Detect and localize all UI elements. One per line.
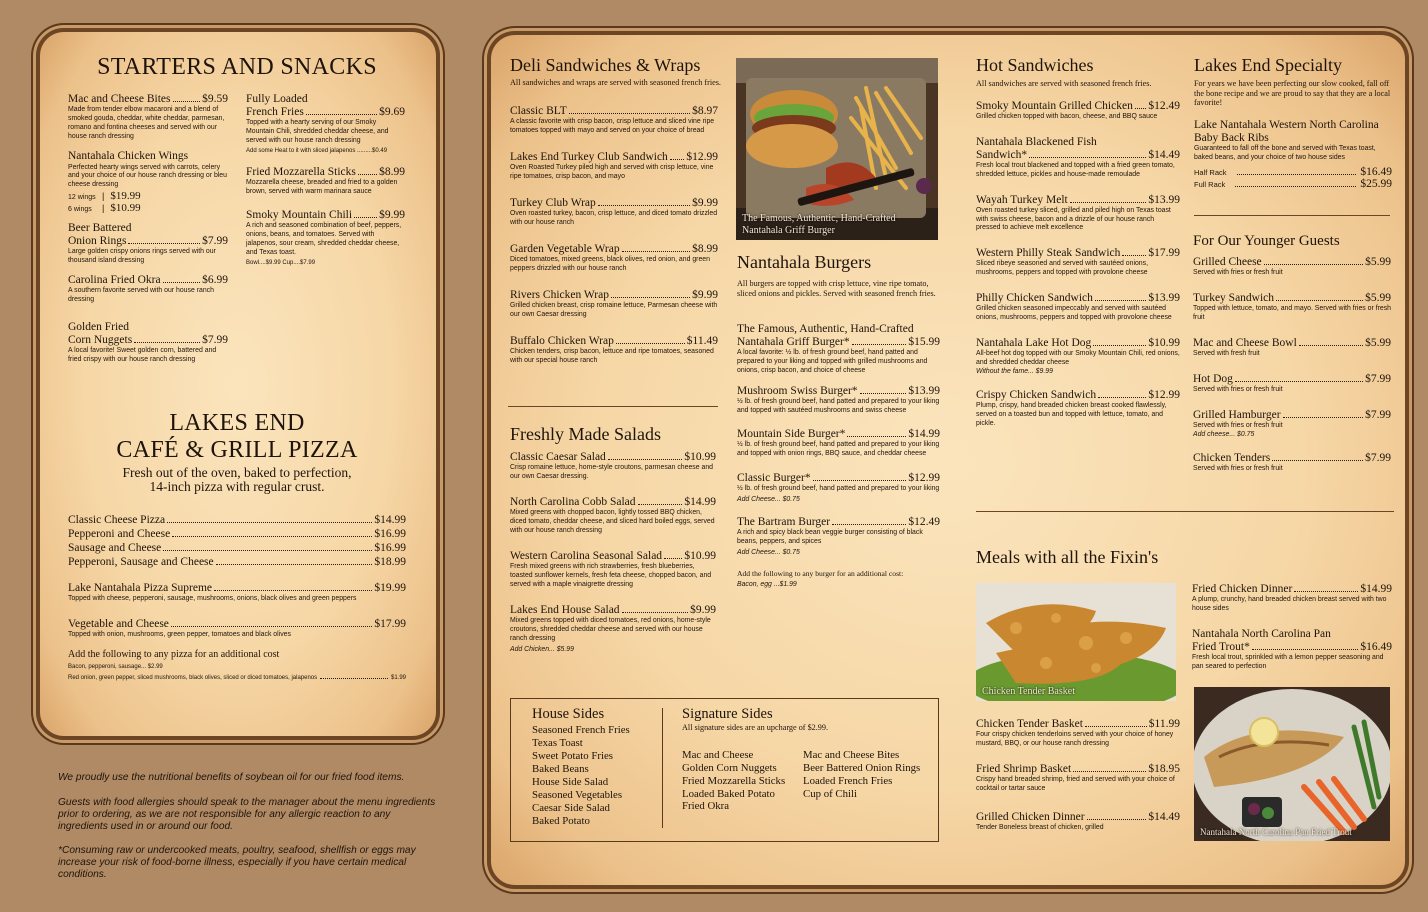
starters-col2 [246, 93, 405, 268]
list-item: Cup of Chili [803, 787, 857, 800]
menu-item: Lake Nantahala Pizza Supreme $19.99 Topped with cheese, pepperoni, sausage, mushrooms, onions, black olives and green peppers [68, 582, 406, 602]
house-sides-title: House Sides [532, 706, 605, 722]
menu-item: Chicken Tenders $7.99 Served with fries or fresh fruit [1193, 451, 1391, 472]
hot-list [976, 100, 1180, 429]
consumer-advisory: *Consuming raw or undercooked meats, poultry, seafood, shellfish or eggs may increase your risk of food-borne illness, especially if you have certain medical conditions. [58, 845, 416, 881]
menu-item: North Carolina Cobb Salad $14.99 Mixed greens with chopped bacon, lightly tossed BBQ chicken, diced tomato, cheddar cheese, and sliced hard boiled eggs, served with our house ranch dressing [510, 495, 716, 534]
pizza-addon-title: Add the following to any pizza for an additional cost [68, 648, 280, 660]
menu-item: Mountain Side Burger* $14.99 ½ lb. of fresh ground beef, hand patted and prepared to your liking and topped with onion rings, BBQ sauce, and cheddar cheese [737, 428, 940, 458]
list-item: Mac and Cheese Bites [803, 748, 900, 761]
menu-item: Classic Cheese Pizza $14.99 [68, 514, 406, 526]
deli-intro: All sandwiches and wraps are served with seasoned french fries. [510, 78, 721, 87]
menu-item: Sausage and Cheese $16.99 [68, 542, 406, 554]
menu-item: Fully Loaded French Fries $9.69 Topped with a hearty serving of our Smoky Mountain Chili, shredded cheddar cheese, and served with our house ranch dressing Add some Heat to it with sliced jalapenos .........$0.49 [246, 93, 405, 154]
meals-left-list [976, 718, 1180, 833]
list-item: Fried Okra [682, 800, 730, 813]
specialty-title: Lakes End Specialty [1194, 55, 1342, 75]
pizza-subtitle: Fresh out of the oven, baked to perfection, 14-inch pizza with regular crust. [122, 465, 352, 495]
full-rack: Full Rack $25.99 [1194, 178, 1392, 191]
menu-item: Smoky Mountain Chili $9.99 A rich and seasoned combination of beef, peppers, onions, beans, and tomatoes. Served with jalapenos, sour cream, shredded cheddar cheese, and Texas toast. Bowl....$9.99 Cup....$7.99 [246, 209, 405, 267]
menu-item: Hot Dog $7.99 Served with fries or fresh fruit [1193, 372, 1391, 393]
burgers-title: Nantahala Burgers [737, 252, 872, 272]
menu-item: Turkey Sandwich $5.99 Topped with lettuce, tomato, and mayo. Served with fries or fresh fruit [1193, 291, 1392, 321]
menu-item: The Bartram Burger $12.49 A rich and spicy black bean veggie burger consisting of black beans, peppers, and spices Add Cheese... $0.75 [737, 516, 940, 557]
soybean-note: We proudly use the nutritional benefits of soybean oil for our fried food items. [58, 772, 405, 783]
hot-title: Hot Sandwiches [976, 55, 1094, 75]
burger-addon-title: Add the following to any burger for an additional cost: [737, 569, 904, 579]
burger-photo [736, 58, 938, 240]
pizza-addon-meats: Bacon, pepperoni, sausage... $2.99 [68, 663, 163, 670]
menu-item: Carolina Fried Okra $6.99 A southern favorite served with our house ranch dressing [68, 274, 228, 303]
burger-addon: Bacon, egg ...$1.99 [737, 581, 797, 589]
signature-sides-intro: All signature sides are an upcharge of $2.99. [682, 723, 829, 732]
menu-item: Crispy Chicken Sandwich $12.99 Plump, crispy, hand breaded chicken breast cooked flawlessly, served on a toasted bun and topped with lettuce, tomato, and pickle. [976, 389, 1180, 428]
specialty-intro: For years we have been perfecting our slow cooked, fall off the bone recipe and we are proud to say that they are a local favorite! [1194, 79, 1391, 108]
menu-item: Mushroom Swiss Burger* $13.99 ½ lb. of fresh ground beef, hand patted and prepared to your liking and topped with sautéed mushrooms and swiss cheese [737, 384, 940, 414]
salads-title: Freshly Made Salads [510, 424, 661, 444]
menu-item: The Famous, Authentic, Hand-Crafted Nantahala Griff Burger* $15.99 A local favorite: ½ lb. of fresh ground beef, hand patted and prepared to your liking and topped with grilled mushrooms and onions, crisp bacon, and choice of cheese [737, 323, 940, 374]
meals-title: Meals with all the Fixin's [976, 547, 1159, 567]
list-item: Baked Beans [532, 762, 589, 775]
menu-item: Chicken Tender Basket $11.99 Four crispy chicken tenderloins served with your choice of honey mustard, BBQ, or our house ranch dressing [976, 718, 1180, 747]
list-item: Loaded French Fries [803, 774, 893, 787]
pizza-addon-veg: Red onion, green pepper, sliced mushrooms, black olives, sliced or diced tomatoes, jalapenos $1.99 [68, 674, 406, 681]
menu-item: Pepperoni, Sausage and Cheese $18.99 [68, 556, 406, 568]
ribs-item: Lake Nantahala Western North Carolina Baby Back Ribs Guaranteed to fall off the bone and served with Texas toast, baked beans, and your choice of two house sides Half Rack $16.49 Full Rack $25.99 [1194, 119, 1392, 191]
menu-item: Classic Burger* $12.99 ½ lb. of fresh ground beef, hand patted and prepared to your liking Add Cheese... $0.75 [737, 472, 940, 504]
menu-item: Fried Shrimp Basket $18.95 Crispy hand breaded shrimp, fried and served with your choice of cocktail or tartar sauce [976, 762, 1180, 792]
list-item: Mac and Cheese [682, 748, 754, 761]
pizza-title: LAKES END CAFÉ & GRILL PIZZA [116, 410, 358, 463]
burgers-list [737, 323, 940, 588]
divider [976, 511, 1394, 512]
burgers-intro: All burgers are topped with crisp lettuce, vine ripe tomato, sliced onions and pickles. Served with seasoned french fries. [737, 279, 936, 298]
menu-item: Nantahala Chicken Wings Perfected hearty wings served with carrots, celery and your choice of our house ranch dressing or bleu cheese dressing 12 wings | $19.99 6 wings | $10.99 [68, 149, 227, 215]
chicken-tender-image [976, 583, 1176, 701]
younger-title: For Our Younger Guests [1193, 233, 1340, 249]
list-item: Texas Toast [532, 736, 583, 749]
menu-item: Wayah Turkey Melt $13.99 Oven roasted turkey sliced, grilled and piled high on Texas toast with swiss cheese, bacon and a drizzle of our house ranch pressed to achieve melt excellence [976, 193, 1180, 232]
menu-item: Classic BLT $8.97 A classic favorite with crisp bacon, crisp lettuce and sliced vine ripe tomatoes topped with mayo and served on your choice of bread [510, 105, 718, 134]
menu-item: Garden Vegetable Wrap $8.99 Diced tomatoes, mixed greens, black olives, red onion, and green peppers drizzled with our house ranch [510, 242, 718, 272]
divider [1194, 215, 1390, 216]
menu-item: Fried Chicken Dinner $14.99 A plump, crunchy, hand breaded chicken breast served with two house sides [1192, 583, 1392, 612]
divider [508, 406, 718, 407]
menu-item: Golden Fried Corn Nuggets $7.99 A local favorite! Sweet golden corn, battered and fried crispy with our house ranch dressing [68, 320, 228, 363]
menu-item: Grilled Hamburger $7.99 Served with fries or fresh fruit Add cheese... $0.75 [1193, 408, 1391, 438]
list-item: Loaded Baked Potato [682, 787, 775, 800]
starters-col1 [68, 93, 228, 365]
meals-right-list [1192, 583, 1392, 672]
trout-image [1194, 687, 1390, 841]
half-rack: Half Rack $16.49 [1194, 166, 1392, 179]
menu-item: Rivers Chicken Wrap $9.99 Grilled chicken breast, crisp romaine lettuce, Parmesan cheese with our own Caesar dressing [510, 288, 718, 318]
menu-item: Lakes End House Salad $9.99 Mixed greens topped with diced tomatoes, red onions, home-style croutons, shredded cheddar cheese and served with our house ranch dressing Add Chicken... $5.99 [510, 603, 716, 653]
menu-item: Classic Caesar Salad $10.99 Crisp romaine lettuce, home-style croutons, parmesan cheese and our own Caesar dressing. [510, 451, 716, 480]
menu-item: Buffalo Chicken Wrap $11.49 Chicken tenders, crisp bacon, lettuce and ripe tomatoes, seasoned with our special house ranch [510, 334, 718, 364]
menu-item: Mac and Cheese Bites $9.59 Made from tender elbow macaroni and a blend of smoked gouda, cheddar, white cheddar, parmesan, romano and fontina cheeses and served with our house ranch dressing [68, 93, 228, 140]
younger-list [1193, 256, 1391, 474]
hot-intro: All sandwiches are served with seasoned french fries. [976, 79, 1152, 88]
list-item: Fried Mozzarella Sticks [682, 774, 786, 787]
menu-item: Nantahala North Carolina Pan Fried Trout* $16.49 Fresh local trout, sprinkled with a lemon pepper seasoning and pan seared to perfection [1192, 627, 1392, 670]
list-item: Sweet Potato Fries [532, 749, 613, 762]
salads-list [510, 451, 716, 653]
chicken-tender-photo [976, 583, 1176, 701]
menu-item: Vegetable and Cheese $17.99 Topped with onion, mushrooms, green pepper, tomatoes and black olives [68, 617, 406, 638]
allergy-note: Guests with food allergies should speak to the manager about the menu ingredients prior to ordering, as we are not responsible for any allergic reaction to any ingredients used in or around our food. [58, 797, 436, 833]
menu-item: Mac and Cheese Bowl $5.99 Served with fresh fruit [1193, 336, 1391, 357]
burger-photo-caption: The Famous, Authentic, Hand-Crafted Nantahala Griff Burger [742, 213, 896, 236]
menu-item: Beer Battered Onion Rings $7.99 Large golden crispy onions rings served with our thousand island dressing [68, 222, 228, 265]
list-item: House Side Salad [532, 775, 609, 788]
menu-item: Western Philly Steak Sandwich $17.99 Sliced ribeye seasoned and served with sautéed onions, mushrooms, peppers and topped with provolone cheese [976, 247, 1180, 277]
house-sides [532, 706, 630, 828]
signature-sides-title: Signature Sides [682, 706, 773, 722]
list-item: Caesar Side Salad [532, 801, 610, 814]
list-item: Seasoned French Fries [532, 724, 630, 736]
menu-item: Pepperoni and Cheese $16.99 [68, 528, 406, 540]
menu-item: Grilled Chicken Dinner $14.49 Tender Boneless breast of chicken, grilled [976, 810, 1180, 831]
list-item: Seasoned Vegetables [532, 788, 623, 801]
list-item: Baked Potato [532, 814, 590, 827]
menu-item: Western Carolina Seasonal Salad $10.99 Fresh mixed greens with rich strawberries, fresh blueberries, toasted sunflower kernels, fresh feta cheese, chopped bacon, and served with a maple vinaigrette dressing [510, 549, 716, 588]
menu-item: Turkey Club Wrap $9.99 Oven roasted turkey, bacon, crisp lettuce, and diced tomato drizzled with our house ranch [510, 196, 718, 226]
pizza-list [68, 514, 406, 681]
menu-item: Nantahala Lake Hot Dog $10.99 All-beef hot dog topped with our Smoky Mountain Chili, red onions, and shredded cheddar cheese Without the fame... $9.99 [976, 337, 1180, 376]
starters-title: STARTERS AND SNACKS [97, 54, 377, 80]
menu-item: Fried Mozzarella Sticks $8.99 Mozzarella cheese, breaded and fried to a golden brown, served with warm marinara sauce [246, 166, 405, 196]
trout-photo [1194, 687, 1390, 841]
deli-title: Deli Sandwiches & Wraps [510, 55, 701, 75]
menu-item: Nantahala Blackened Fish Sandwich* $14.49 Fresh local trout blackened and topped with a fried green tomato, shredded lettuce, pickles and house-made remoulade [976, 135, 1180, 178]
trout-caption: Nantahala North Carolina Pan Fried Trout [1200, 827, 1352, 837]
chicken-tender-caption: Chicken Tender Basket [982, 686, 1075, 697]
deli-list [510, 105, 718, 366]
menu-item: Lakes End Turkey Club Sandwich $12.99 Oven Roasted Turkey piled high and served with crisp lettuce, vine ripe tomatoes, crisp bacon, and mayo [510, 150, 718, 180]
list-item: Beer Battered Onion Rings [803, 761, 921, 774]
list-item: Golden Corn Nuggets [682, 761, 777, 774]
menu-item: Philly Chicken Sandwich $13.99 Grilled chicken seasoned impeccably and served with sautéed onions, mushrooms, peppers and topped with provolone cheese [976, 292, 1180, 322]
sides-divider [662, 708, 663, 828]
signature-sides [682, 706, 932, 813]
menu-item: Grilled Cheese $5.99 Served with fries or fresh fruit [1193, 256, 1391, 276]
menu-item: Smoky Mountain Grilled Chicken $12.49 Grilled chicken topped with bacon, cheese, and BBQ sauce [976, 100, 1180, 120]
